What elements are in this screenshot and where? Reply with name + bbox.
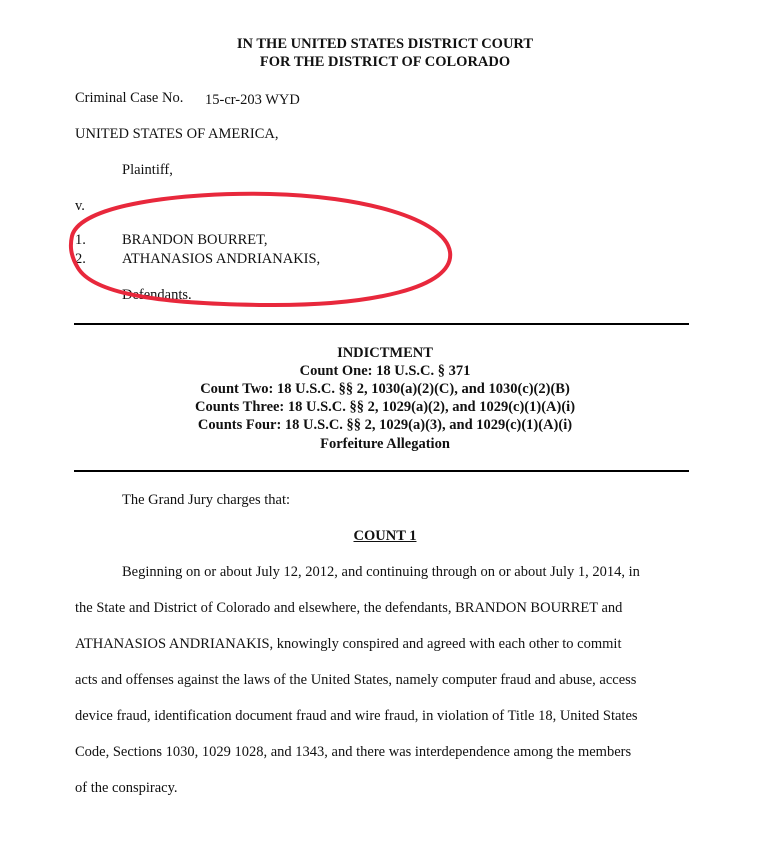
court-heading-line2: FOR THE DISTRICT OF COLORADO (259, 54, 511, 70)
count-citation: Counts Three: 18 U.S.C. §§ 2, 1029(a)(2), and 1029(c)(1)(A)(i) (194, 399, 576, 415)
defendants-role: Defendants. (122, 287, 192, 303)
paragraph-line: the State and District of Colorado and elsewhere, the defendants, BRANDON BOURRET and (75, 600, 623, 616)
forfeiture-allegation: Forfeiture Allegation (320, 436, 450, 452)
court-heading-line1: IN THE UNITED STATES DISTRICT COURT (236, 36, 534, 52)
count-citation: Count One: 18 U.S.C. § 371 (299, 363, 471, 379)
case-number-label: Criminal Case No. (75, 90, 184, 106)
caption-rule-bottom (74, 470, 689, 472)
defendant-name: BRANDON BOURRET, (122, 232, 268, 248)
indictment-title: INDICTMENT (337, 345, 433, 361)
paragraph-line: device fraud, identification document fraud and wire fraud, in violation of Title 18, United States (75, 708, 638, 724)
defendant-name: ATHANASIOS ANDRIANAKIS, (122, 251, 321, 267)
count-heading: COUNT 1 (353, 528, 417, 544)
versus: v. (75, 198, 85, 214)
paragraph-line: acts and offenses against the laws of the United States, namely computer fraud and abuse, access (75, 672, 637, 688)
plaintiff-name: UNITED STATES OF AMERICA, (75, 126, 279, 142)
case-number: 15-cr-203 WYD (205, 92, 300, 108)
count-citation: Count Two: 18 U.S.C. §§ 2, 1030(a)(2)(C), and 1030(c)(2)(B) (200, 381, 570, 397)
plaintiff-role: Plaintiff, (122, 162, 173, 178)
defendant-number: 1. (75, 232, 86, 248)
paragraph-line: Code, Sections 1030, 1029 1028, and 1343, and there was interdependence among the members (75, 744, 632, 760)
paragraph-line: ATHANASIOS ANDRIANAKIS, knowingly conspired and agreed with each other to commit (75, 636, 622, 652)
paragraph-line: Beginning on or about July 12, 2012, and continuing through on or about July 1, 2014, in (122, 564, 640, 580)
caption-rule-top (74, 323, 689, 325)
paragraph-line: of the conspiracy. (75, 780, 178, 796)
grand-jury-intro: The Grand Jury charges that: (122, 492, 291, 508)
defendant-number: 2. (75, 251, 86, 267)
count-citation: Counts Four: 18 U.S.C. §§ 2, 1029(a)(3), and 1029(c)(1)(A)(i) (197, 417, 573, 433)
